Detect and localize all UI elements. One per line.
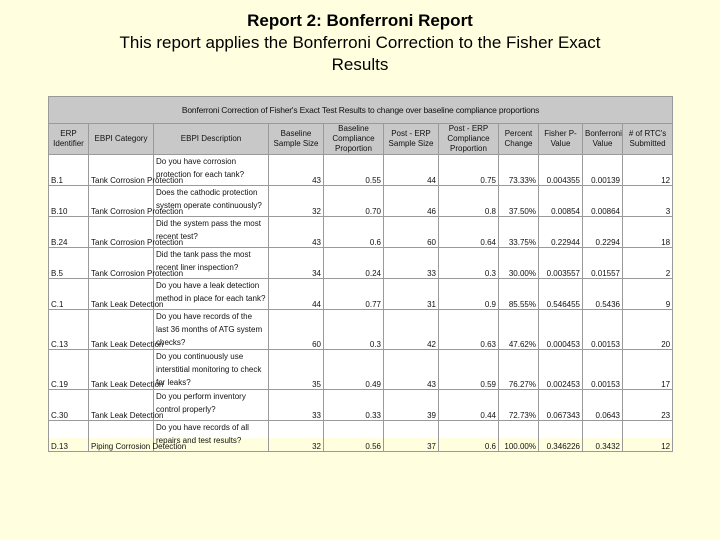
table-cell-category: Tank Leak Detection bbox=[89, 310, 154, 350]
table-cell-baseline-p: 0.6 bbox=[324, 217, 384, 248]
table-cell-id: B.5 bbox=[49, 248, 89, 279]
table-cell-bonf: 0.5436 bbox=[583, 279, 623, 310]
table-cell-fisher: 0.003557 bbox=[539, 248, 583, 279]
table-row bbox=[49, 279, 673, 310]
table-cell-baseline-p: 0.77 bbox=[324, 279, 384, 310]
table-cell-baseline-p: 0.70 bbox=[324, 186, 384, 217]
table-cell-post-n: 46 bbox=[384, 186, 439, 217]
table-cell-id: C.30 bbox=[49, 390, 89, 421]
table-cell-baseline-n: 60 bbox=[269, 310, 324, 350]
table-cell-category: Tank Corrosion Protection bbox=[89, 155, 154, 186]
table-cell-category: Tank Corrosion Protection bbox=[89, 217, 154, 248]
table-cell-fisher: 0.22944 bbox=[539, 217, 583, 248]
table-cell-baseline-p: 0.55 bbox=[324, 155, 384, 186]
table-cell-bonf: 0.00139 bbox=[583, 155, 623, 186]
table-cell-fisher: 0.067343 bbox=[539, 390, 583, 421]
table-cell-post-p: 0.6 bbox=[439, 421, 499, 452]
table-cell-post-n: 39 bbox=[384, 390, 439, 421]
table-cell-post-n: 44 bbox=[384, 155, 439, 186]
table-cell-id: D.13 bbox=[49, 421, 89, 452]
table-row bbox=[49, 155, 673, 186]
table-cell-baseline-n: 43 bbox=[269, 155, 324, 186]
column-header: Percent Change bbox=[499, 124, 539, 155]
table-cell-bonf: 0.3432 bbox=[583, 421, 623, 452]
table-cell-description: Do you perform inventory control properly? bbox=[154, 390, 269, 421]
table-cell-baseline-n: 34 bbox=[269, 248, 324, 279]
table-cell-bonf: 0.00153 bbox=[583, 350, 623, 390]
table-caption: Bonferroni Correction of Fisher's Exact Test Results to change over baseline compliance proportions bbox=[49, 97, 673, 124]
table-cell-post-n: 42 bbox=[384, 310, 439, 350]
table-cell-baseline-n: 33 bbox=[269, 390, 324, 421]
table-cell-description: Do you have records of the last 36 months of ATG system checks? bbox=[154, 310, 269, 350]
column-header: EBPI Category bbox=[89, 124, 154, 155]
table-cell-id: B.24 bbox=[49, 217, 89, 248]
column-header: ERP Identifier bbox=[49, 124, 89, 155]
table-cell-post-n: 43 bbox=[384, 350, 439, 390]
table-cell-pct: 100.00% bbox=[499, 421, 539, 452]
table-cell-post-n: 37 bbox=[384, 421, 439, 452]
table-cell-post-p: 0.9 bbox=[439, 279, 499, 310]
table-cell-description: Does the cathodic protection system operate continuously? bbox=[154, 186, 269, 217]
column-header: Bonferroni Value bbox=[583, 124, 623, 155]
table-cell-baseline-n: 44 bbox=[269, 279, 324, 310]
table-cell-category: Tank Corrosion Protection bbox=[89, 186, 154, 217]
table-cell-bonf: 0.0643 bbox=[583, 390, 623, 421]
table-cell-description: Do you have corrosion protection for each tank? bbox=[154, 155, 269, 186]
table-cell-category: Tank Corrosion Protection bbox=[89, 248, 154, 279]
table-cell-category: Piping Corrosion Detection bbox=[89, 421, 154, 452]
table-cell-id: B.1 bbox=[49, 155, 89, 186]
table-cell-rtc: 23 bbox=[623, 390, 673, 421]
table-cell-baseline-p: 0.49 bbox=[324, 350, 384, 390]
table-cell-description: Did the tank pass the most recent liner inspection? bbox=[154, 248, 269, 279]
table-row bbox=[49, 390, 673, 421]
table-cell-rtc: 3 bbox=[623, 186, 673, 217]
table-cell-fisher: 0.002453 bbox=[539, 350, 583, 390]
table-cell-rtc: 17 bbox=[623, 350, 673, 390]
table-cell-rtc: 9 bbox=[623, 279, 673, 310]
table-cell-baseline-n: 35 bbox=[269, 350, 324, 390]
table-cell-post-p: 0.63 bbox=[439, 310, 499, 350]
table-cell-baseline-n: 32 bbox=[269, 421, 324, 452]
table-cell-bonf: 0.01557 bbox=[583, 248, 623, 279]
column-header: Post - ERP Sample Size bbox=[384, 124, 439, 155]
table-cell-category: Tank Leak Detection bbox=[89, 279, 154, 310]
table-cell-fisher: 0.004355 bbox=[539, 155, 583, 186]
table-cell-id: C.1 bbox=[49, 279, 89, 310]
column-header: Baseline Compliance Proportion bbox=[324, 124, 384, 155]
table-row bbox=[49, 186, 673, 217]
table-cell-baseline-n: 43 bbox=[269, 217, 324, 248]
table-cell-pct: 33.75% bbox=[499, 217, 539, 248]
table-cell-bonf: 0.00153 bbox=[583, 310, 623, 350]
table-cell-id: C.13 bbox=[49, 310, 89, 350]
page-subtitle-continued: Results bbox=[331, 55, 389, 74]
table-cell-category: Tank Leak Detection bbox=[89, 350, 154, 390]
table-cell-baseline-n: 32 bbox=[269, 186, 324, 217]
table-cell-baseline-p: 0.56 bbox=[324, 421, 384, 452]
table-cell-description: Did the system pass the most recent test? bbox=[154, 217, 269, 248]
table-cell-bonf: 0.00864 bbox=[583, 186, 623, 217]
title-block bbox=[0, 10, 720, 76]
table-cell-fisher: 0.346226 bbox=[539, 421, 583, 452]
column-header: Fisher P-Value bbox=[539, 124, 583, 155]
table-cell-fisher: 0.00854 bbox=[539, 186, 583, 217]
table-cell-rtc: 2 bbox=[623, 248, 673, 279]
table-cell-description: Do you continuously use interstitial monitoring to check for leaks? bbox=[154, 350, 269, 390]
table-cell-post-p: 0.8 bbox=[439, 186, 499, 217]
table-cell-post-p: 0.44 bbox=[439, 390, 499, 421]
table-header-row bbox=[49, 124, 673, 155]
column-header: # of RTC's Submitted bbox=[623, 124, 673, 155]
table-cell-pct: 37.50% bbox=[499, 186, 539, 217]
table-cell-bonf: 0.2294 bbox=[583, 217, 623, 248]
table-cell-id: B.10 bbox=[49, 186, 89, 217]
table-cell-pct: 76.27% bbox=[499, 350, 539, 390]
bonferroni-table bbox=[48, 96, 673, 452]
table-row bbox=[49, 217, 673, 248]
table-cell-pct: 73.33% bbox=[499, 155, 539, 186]
table-row bbox=[49, 248, 673, 279]
table-cell-baseline-p: 0.33 bbox=[324, 390, 384, 421]
table-cell-baseline-p: 0.3 bbox=[324, 310, 384, 350]
column-header: Baseline Sample Size bbox=[269, 124, 324, 155]
table-row bbox=[49, 310, 673, 350]
table-row bbox=[49, 421, 673, 452]
table-cell-fisher: 0.546455 bbox=[539, 279, 583, 310]
table-body bbox=[49, 155, 673, 452]
table-cell-id: C.19 bbox=[49, 350, 89, 390]
column-header: EBPI Description bbox=[154, 124, 269, 155]
table-cell-pct: 47.62% bbox=[499, 310, 539, 350]
table-cell-post-n: 33 bbox=[384, 248, 439, 279]
table-cell-post-p: 0.3 bbox=[439, 248, 499, 279]
table-cell-rtc: 20 bbox=[623, 310, 673, 350]
table-cell-post-n: 31 bbox=[384, 279, 439, 310]
table-cell-category: Tank Leak Detection bbox=[89, 390, 154, 421]
table-cell-post-p: 0.59 bbox=[439, 350, 499, 390]
table-caption-row bbox=[49, 97, 673, 124]
table-cell-pct: 85.55% bbox=[499, 279, 539, 310]
column-header: Post - ERP Compliance Proportion bbox=[439, 124, 499, 155]
bonferroni-table-image bbox=[48, 96, 672, 451]
table-cell-fisher: 0.000453 bbox=[539, 310, 583, 350]
table-cell-pct: 72.73% bbox=[499, 390, 539, 421]
table-row bbox=[49, 350, 673, 390]
page-subtitle: This report applies the Bonferroni Correction to the Fisher Exact bbox=[119, 33, 601, 52]
table-cell-baseline-p: 0.24 bbox=[324, 248, 384, 279]
table-cell-post-p: 0.75 bbox=[439, 155, 499, 186]
table-cell-post-n: 60 bbox=[384, 217, 439, 248]
table-cell-rtc: 12 bbox=[623, 155, 673, 186]
table-cell-pct: 30.00% bbox=[499, 248, 539, 279]
table-cell-post-p: 0.64 bbox=[439, 217, 499, 248]
table-cell-description: Do you have a leak detection method in place for each tank? bbox=[154, 279, 269, 310]
page-title: Report 2: Bonferroni Report bbox=[247, 11, 473, 30]
table-cell-rtc: 18 bbox=[623, 217, 673, 248]
table-cell-description: Do you have records of all repairs and test results? bbox=[154, 421, 269, 452]
table-cell-rtc: 12 bbox=[623, 421, 673, 452]
